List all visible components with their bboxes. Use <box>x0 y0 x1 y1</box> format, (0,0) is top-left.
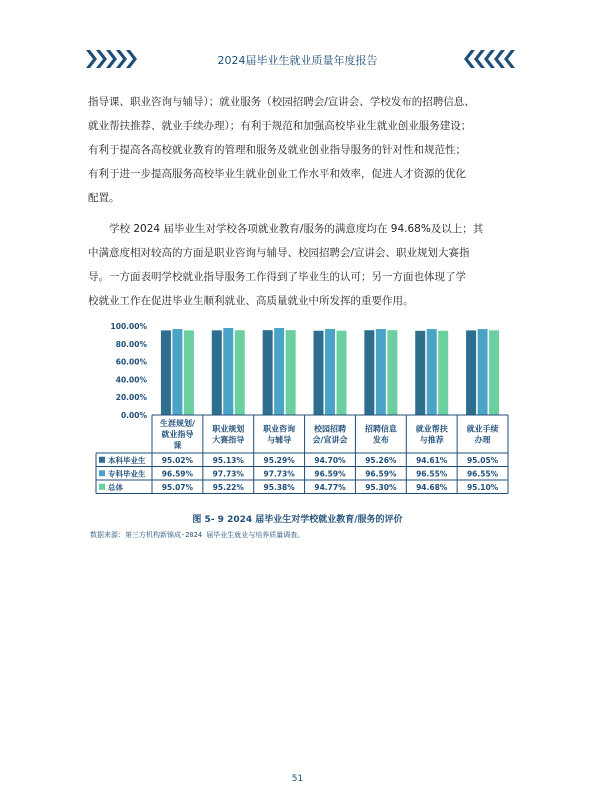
x-category-label: 办理 <box>474 435 491 445</box>
chart-bar <box>212 330 222 415</box>
paragraph-line: 配置。 <box>88 192 120 204</box>
chart-bar <box>466 330 476 415</box>
chart-bar <box>161 330 171 415</box>
body-paragraph-1 <box>88 90 518 210</box>
legend-key-swatch <box>99 484 105 490</box>
data-table-value: 96.55% <box>466 469 499 479</box>
data-table-value: 95.13% <box>212 455 244 465</box>
data-table-value: 95.29% <box>263 455 295 465</box>
chart-bar <box>286 330 296 415</box>
legend-key-swatch <box>99 457 105 463</box>
data-table-value: 95.26% <box>365 455 397 465</box>
chart-bar <box>184 330 194 415</box>
data-table-value: 95.07% <box>161 482 194 492</box>
paragraph-line: 指导课、职业咨询与辅导）；就业服务（校园招聘会/宣讲会、学校发布的招聘信息、 <box>88 96 475 108</box>
x-category-label: 就业帮扶 <box>415 424 448 434</box>
data-source-note: 数据来源：第三方机构新锦成-2024 届毕业生就业与培养质量调查。 <box>90 531 305 539</box>
chevron-decoration-icon <box>464 50 475 68</box>
chart-bar <box>376 329 386 415</box>
chevron-decoration-icon <box>504 50 515 68</box>
data-table-value: 94.70% <box>314 455 346 465</box>
y-tick-label: 40.00% <box>115 375 147 385</box>
paragraph-line: 就业帮扶推荐、就业手续办理）；有利于规范和加强高校毕业生就业创业服务建设； <box>88 120 472 132</box>
x-category-label: 课 <box>173 441 182 450</box>
chart-bar <box>274 328 284 415</box>
header-title: 2024届毕业生就业质量年度报告 <box>217 54 378 67</box>
y-tick-label: 60.00% <box>115 357 147 367</box>
chart-bar <box>489 330 499 415</box>
data-table-value: 96.59% <box>314 469 346 479</box>
data-table-value: 96.55% <box>416 469 448 479</box>
data-table-value: 94.77% <box>314 482 346 492</box>
chart-bar <box>478 329 488 415</box>
chart-bar <box>314 331 324 415</box>
paragraph-line: 学校 2024 届毕业生对学校各项就业教育/服务的满意度均在 94.68%及以上；其 <box>109 223 484 235</box>
chevron-decoration-icon <box>494 50 505 68</box>
header-decoration-right <box>460 48 516 70</box>
satisfaction-chart <box>78 315 518 520</box>
x-category-label: 职业咨询 <box>263 424 296 434</box>
chart-bar <box>263 330 273 415</box>
data-table-value: 94.68% <box>416 482 448 492</box>
chart-bar <box>235 330 245 415</box>
data-table-value: 95.22% <box>212 482 244 492</box>
paragraph-line: 中满意度相对较高的方面是职业咨询与辅导、校园招聘会/宣讲会、职业规划大赛指 <box>88 247 470 259</box>
data-table-value: 95.02% <box>161 455 194 465</box>
chart-bar <box>337 331 347 415</box>
chart-bar <box>415 331 425 415</box>
x-category-label: 招聘信息 <box>364 424 397 434</box>
x-category-label: 发布 <box>372 435 389 445</box>
x-category-label: 就业指导 <box>161 430 194 439</box>
chart-bar <box>325 329 335 415</box>
data-table-value: 95.30% <box>365 482 397 492</box>
y-tick-label: 20.00% <box>115 393 147 403</box>
paragraph-line: 有利于进一步提高服务高校毕业生就业创业工作水平和效率，促进人才资源的优化 <box>88 168 466 180</box>
figure-caption: 图 5- 9 2024 届毕业生对学校就业教育/服务的评价 <box>192 515 403 525</box>
data-table-value: 96.59% <box>161 469 194 479</box>
data-table-value: 97.73% <box>212 469 244 479</box>
data-table-value: 95.38% <box>263 482 295 492</box>
chart-bar <box>364 330 374 415</box>
x-category-label: 职业规划 <box>212 424 245 434</box>
paragraph-line: 有利于提高各高校就业教育的管理和服务及就业创业指导服务的针对性和规范性； <box>88 144 466 156</box>
legend-series-name: 总体 <box>108 482 123 492</box>
paragraph-line: 导。一方面表明学校就业指导服务工作得到了毕业生的认可；另一方面也体现了学 <box>88 271 466 283</box>
chevron-decoration-icon <box>484 50 495 68</box>
x-category-label: 与推荐 <box>419 435 444 445</box>
chart-bar <box>438 331 448 415</box>
bar-chart-svg <box>78 315 518 520</box>
chart-bar <box>223 328 233 415</box>
x-category-label: 与辅导 <box>267 435 292 445</box>
x-category-label: 校园招聘 <box>314 424 346 434</box>
data-table-value: 94.61% <box>416 455 448 465</box>
y-tick-label: 100.00% <box>110 322 147 331</box>
paragraph-line: 校就业工作在促进毕业生顺利就业、高质量就业中所发挥的重要作用。 <box>88 295 414 307</box>
x-category-label: 大赛指导 <box>212 435 245 445</box>
legend-series-name: 专科毕业生 <box>108 469 146 479</box>
data-table-value: 95.10% <box>466 482 499 492</box>
legend-key-swatch <box>99 470 105 476</box>
x-category-label: 会/宣讲会 <box>312 435 348 445</box>
data-table-value: 97.73% <box>263 469 295 479</box>
body-paragraph-2 <box>88 217 518 313</box>
y-tick-label: 0.00% <box>120 411 147 420</box>
chart-bar <box>427 329 437 415</box>
x-category-label: 生涯规划/ <box>159 419 195 428</box>
x-category-label: 就业手续 <box>466 424 499 434</box>
chevron-decoration-icon <box>474 50 485 68</box>
legend-series-name: 本科毕业生 <box>108 455 146 465</box>
page-number: 51 <box>291 774 304 784</box>
data-table-value: 96.59% <box>365 469 397 479</box>
chart-bar <box>387 330 397 415</box>
data-table-value: 95.05% <box>466 455 499 465</box>
chart-bar <box>172 329 182 415</box>
y-tick-label: 80.00% <box>115 339 147 349</box>
